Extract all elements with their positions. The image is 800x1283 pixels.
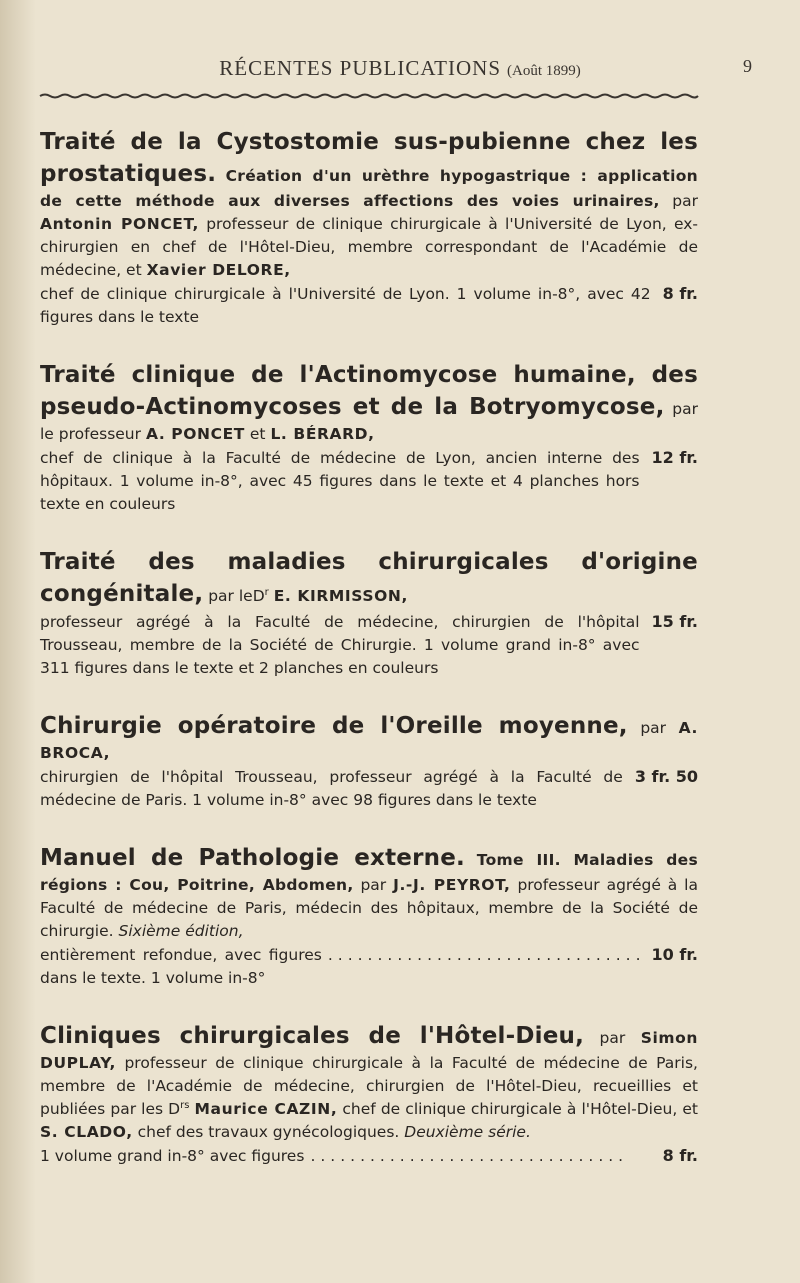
entry-title: Traité de la Cystostomie sus-pubienne chez les prostatiques. <box>40 129 698 187</box>
entry-author: Antonin PONCET, <box>40 215 199 233</box>
entry-subtitle: Création d'un urèthre hypogastrique : application de cette méthode aux diverses affections des voies urinaires, <box>40 167 698 210</box>
entry-text: professeur agrégé à la Faculté de médecine, chirurgien de l'hôpital Trousseau, membre de la Société de Chirurgie. 1 volume grand in-8° avec 311 figures dans le texte et 2 planches en couleurs <box>40 613 640 677</box>
price-line <box>40 610 698 680</box>
entry-text: 1 volume grand in-8° avec figures <box>40 1147 305 1165</box>
entry-title: Manuel de Pathologie externe. <box>40 845 465 871</box>
entry-price: 10 fr. <box>651 945 698 964</box>
entry-author: L. BÉRARD, <box>270 425 375 443</box>
price-line <box>40 1144 698 1168</box>
entry-text: par <box>672 192 698 210</box>
entry-edition: Sixième édition, <box>118 922 244 940</box>
entry-price: 3 fr. 50 <box>634 767 698 786</box>
entry-author: Xavier DELORE, <box>146 261 291 279</box>
entry-author: E. KIRMISSON, <box>273 587 408 605</box>
entry-author: J.-J. PEYROT, <box>393 876 511 894</box>
entry-text: professeur de clinique chirurgicale à l'Université de Lyon, ex-chirurgien en chef de l'Hôtel-Dieu, membre correspondant de l'Académie de médecine, et <box>40 215 698 279</box>
entry-text: chef de clinique à la Faculté de médecine de Lyon, ancien interne des hôpitaux. 1 volume in-8°, avec 45 figures dans le texte et 4 planches hors texte en couleurs <box>40 449 640 513</box>
entry-text: chef de clinique chirurgicale à l'Hôtel-Dieu, et <box>342 1100 698 1118</box>
entry-text: par <box>640 719 667 737</box>
entry-text: par <box>599 1029 626 1047</box>
entry-text: chirurgien de l'hôpital Trousseau, professeur agrégé à la Faculté de médecine de Paris. 1 volume in-8° avec 98 figures dans le texte <box>40 768 623 809</box>
price-line <box>40 765 698 812</box>
publication-entry <box>40 359 698 516</box>
entry-text: entièrement refondue, avec figures dans le texte. 1 volume in-8° <box>40 946 322 987</box>
entry-author: A. BROCA, <box>40 719 698 762</box>
entry-text: par <box>360 876 387 894</box>
entry-title: Chirurgie opératoire de l'Oreille moyenne, <box>40 713 628 739</box>
entry-text: professeur de clinique chirurgicale à la Faculté de médecine de Paris, membre de l'Académie de médecine, chirurgien de l'Hôtel-Dieu, recueillies et publiées par les <box>40 1054 698 1118</box>
entry-author: A. PONCET <box>145 425 245 443</box>
page-number: 9 <box>743 56 752 76</box>
page-header <box>40 56 760 84</box>
entry-text: chef des travaux gynécologiques. <box>137 1123 400 1141</box>
publication-entry <box>40 546 698 680</box>
entry-price: 8 fr. <box>662 284 698 303</box>
running-title-date: (Août 1899) <box>507 63 581 79</box>
entry-price: 15 fr. <box>651 612 698 631</box>
publication-entry <box>40 710 698 812</box>
publication-entry <box>40 1020 698 1168</box>
entry-text: et <box>249 425 266 443</box>
publication-list <box>40 126 698 1198</box>
entry-text: chef de clinique chirurgicale à l'Université de Lyon. 1 volume in-8°, avec 42 figures dans le texte <box>40 285 651 326</box>
price-line <box>40 446 698 516</box>
leader-dots: ................................ <box>310 1147 629 1165</box>
entry-author: Maurice CAZIN, <box>194 1100 338 1118</box>
price-line <box>40 943 698 990</box>
entry-title: Traité des maladies chirurgicales d'origine congénitale, <box>40 549 698 607</box>
entry-text: par le <box>208 587 253 605</box>
doctor-abbrev-sup: r <box>264 586 269 598</box>
running-title <box>40 56 760 81</box>
page-edge-shadow <box>0 0 36 1283</box>
publication-entry <box>40 842 698 990</box>
entry-text: par le professeur <box>40 400 698 443</box>
running-title-text: RÉCENTES PUBLICATIONS <box>219 56 502 80</box>
entry-subtitle: Tome III. Maladies des régions : Cou, Poitrine, Abdomen, <box>40 851 698 894</box>
entry-edition: Deuxième série. <box>404 1123 531 1141</box>
doctor-abbrev-sup: rs <box>180 1099 190 1111</box>
entry-title: Cliniques chirurgicales de l'Hôtel-Dieu, <box>40 1023 585 1049</box>
entry-price: 12 fr. <box>651 448 698 467</box>
doctor-abbrev: D <box>252 587 265 605</box>
entry-author: Simon DUPLAY, <box>40 1029 698 1072</box>
leader-dots: ................................ <box>327 946 646 964</box>
doctor-abbrev: D <box>168 1100 181 1118</box>
entry-author: S. CLADO, <box>40 1123 133 1141</box>
entry-text: professeur agrégé à la Faculté de médecine de Paris, médecin des hôpitaux, membre de la Société de chirurgie. <box>40 876 698 940</box>
entry-price: 8 fr. <box>662 1146 698 1165</box>
publication-entry <box>40 126 698 329</box>
entry-title: Traité clinique de l'Actinomycose humaine, des pseudo-Actinomycoses et de la Botryomycose, <box>40 362 698 420</box>
header-ornamental-rule <box>40 92 698 100</box>
price-line <box>40 282 698 329</box>
